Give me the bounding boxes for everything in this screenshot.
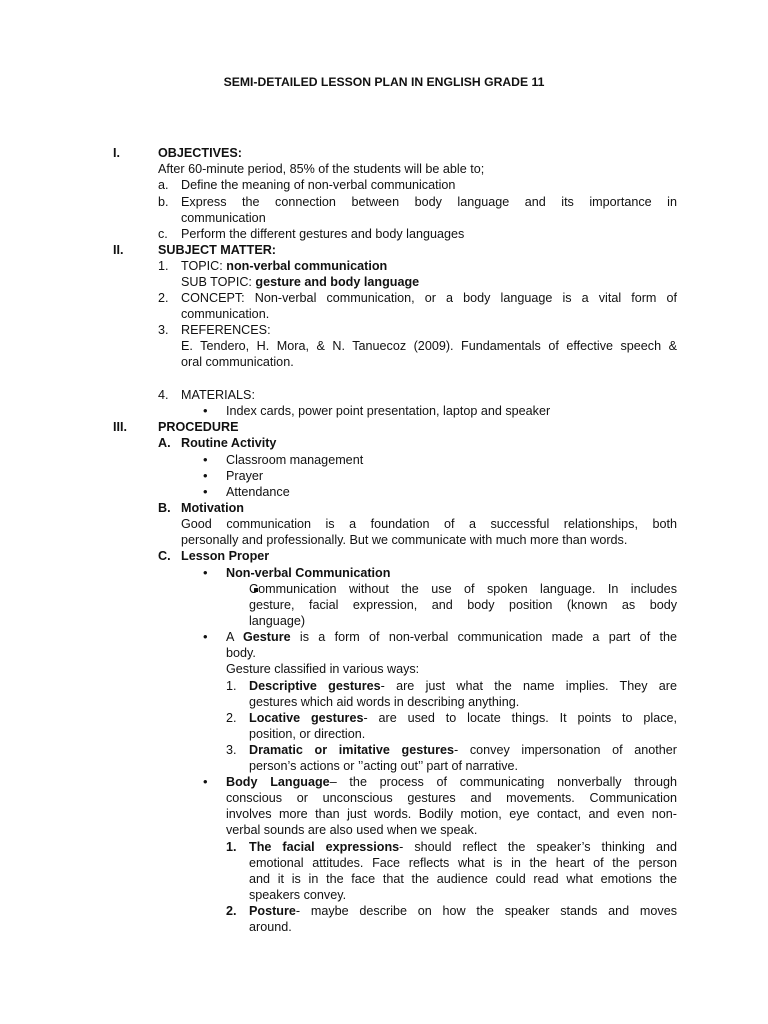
gesture-3-marker: 3. [226,743,237,757]
nvc-title: Non-verbal Communication [226,566,391,580]
gesture-line-2: body. [226,646,256,660]
routine-bullet-1: • [203,452,208,467]
reference-text-cont: oral communication. [181,355,294,369]
gesture-2-text: - are used to locate things. It points to place, [363,711,677,725]
facial-line-2: emotional attitudes. Face reflects what is in the heart of the person [249,856,677,870]
posture-line-2: around. [249,920,292,934]
subject-2-marker: 2. [158,291,169,305]
step-b-title: Motivation [181,501,244,515]
topic-label: TOPIC: [181,259,227,273]
nvc-line-1-text: Communication without the use of spoken language. In includes [249,582,677,596]
nvc-line-1 [249,581,677,597]
facial-text: - should reflect the speaker’s thinking and [399,840,677,854]
gesture-line-1 [226,629,677,645]
nvc-line-2: gesture, facial expression, and body position (known as body [249,598,677,612]
gesture-3-text: - convey impersonation of another [454,743,677,757]
subject-3-marker: 3. [158,323,169,337]
materials-label: MATERIALS: [181,388,255,402]
gesture-2-term: Locative gestures [249,711,364,725]
gesture-1-term: Descriptive gestures [249,679,381,693]
objective-a-text: Define the meaning of non-verbal communication [181,178,456,192]
gesture-2-line-1 [249,710,677,726]
document-title: SEMI-DETAILED LESSON PLAN IN ENGLISH GRADE 11 [223,75,545,89]
gesture-definition: is a form of non-verbal communication made a part of the [290,630,677,644]
gesture-term: Gesture [243,630,291,644]
body-language-line-4: verbal sounds are also used when we speak. [226,823,478,837]
routine-bullet-2: • [203,468,208,483]
body-language-text: – the process of communicating nonverbally through [329,775,678,789]
posture-marker: 2. [226,904,237,918]
posture-term: Posture [249,904,296,918]
section-3-heading: PROCEDURE [158,420,239,434]
concept-text: CONCEPT: Non-verbal communication, or a body language is a vital form of [181,291,677,305]
motivation-text-cont: personally and professionally. But we communicate with much more than words. [181,533,628,547]
gesture-line-3: Gesture classified in various ways: [226,662,420,676]
section-2-number: II. [113,243,124,257]
nvc-line-3: language) [249,614,306,628]
step-c-marker: C. [158,549,171,563]
routine-item-2: Prayer [226,469,264,483]
gesture-1-line-2: gestures which aid words in describing anything. [249,695,520,709]
section-1-heading: OBJECTIVES: [158,146,242,160]
topic-line [181,258,387,274]
step-a-title: Routine Activity [181,436,277,450]
gesture-1-line-1 [249,678,677,694]
motivation-text: Good communication is a foundation of a successful relationships, both [181,517,677,531]
subtopic-value: gesture and body language [255,275,420,289]
gesture-2-marker: 2. [226,711,237,725]
objective-b-text: Express the connection between body language and its importance in [181,195,677,209]
subject-4-marker: 4. [158,388,169,402]
gesture-3-line-2: person’s actions or ’’acting out’’ part of narrative. [249,759,519,773]
objectives-intro: After 60-minute period, 85% of the students will be able to; [158,162,485,176]
subject-1-marker: 1. [158,259,169,273]
gesture-3-term: Dramatic or imitative gestures [249,743,455,757]
step-c-title: Lesson Proper [181,549,270,563]
gesture-2-line-2: position, or direction. [249,727,366,741]
subtopic-label: SUB TOPIC: [181,275,256,289]
objective-a-marker: a. [158,178,169,192]
objective-b-marker: b. [158,195,169,209]
objective-b-text-cont: communication [181,211,266,225]
gesture-1-text: - are just what the name implies. They are [380,679,677,693]
subtopic-line [181,274,419,290]
objective-c-marker: c. [158,227,168,241]
body-language-line-3: involves more than just words. Bodily motion, eye contact, and even non- [226,807,677,821]
posture-text: - maybe describe on how the speaker stands and moves [295,904,677,918]
gesture-bullet: • [203,629,208,644]
section-2-heading: SUBJECT MATTER: [158,243,277,257]
step-b-marker: B. [158,501,171,515]
posture-line-1 [249,903,677,919]
body-language-term: Body Language [226,775,330,789]
gesture-pre: A [226,630,243,644]
nvc-bullet: • [203,565,208,580]
objective-c-text: Perform the different gestures and body languages [181,227,465,241]
concept-text-cont: communication. [181,307,270,321]
body-language-bullet: • [203,774,208,789]
section-1-number: I. [113,146,120,160]
gesture-3-line-1 [249,742,677,758]
facial-marker: 1. [226,840,237,854]
routine-item-3: Attendance [226,485,290,499]
materials-item: Index cards, power point presentation, laptop and speaker [226,404,551,418]
section-3-number: III. [113,420,127,434]
reference-text: E. Tendero, H. Mora, & N. Tanuecoz (2009). Fundamentals of effective speech & [181,339,677,353]
materials-bullet: • [203,403,208,418]
body-language-line-1 [226,774,677,790]
routine-bullet-3: • [203,484,208,499]
facial-term: The facial expressions [249,840,400,854]
references-label: REFERENCES: [181,323,271,337]
gesture-1-marker: 1. [226,679,237,693]
step-a-marker: A. [158,436,171,450]
routine-item-1: Classroom management [226,453,364,467]
body-language-line-2: conscious or unconscious gestures and movements. Communication [226,791,677,805]
facial-line-4: speakers convey. [249,888,347,902]
topic-value: non-verbal communication [226,259,388,273]
facial-line-1 [249,839,677,855]
facial-line-3: and it is in the face that the audience could read what emotions the [249,872,677,886]
